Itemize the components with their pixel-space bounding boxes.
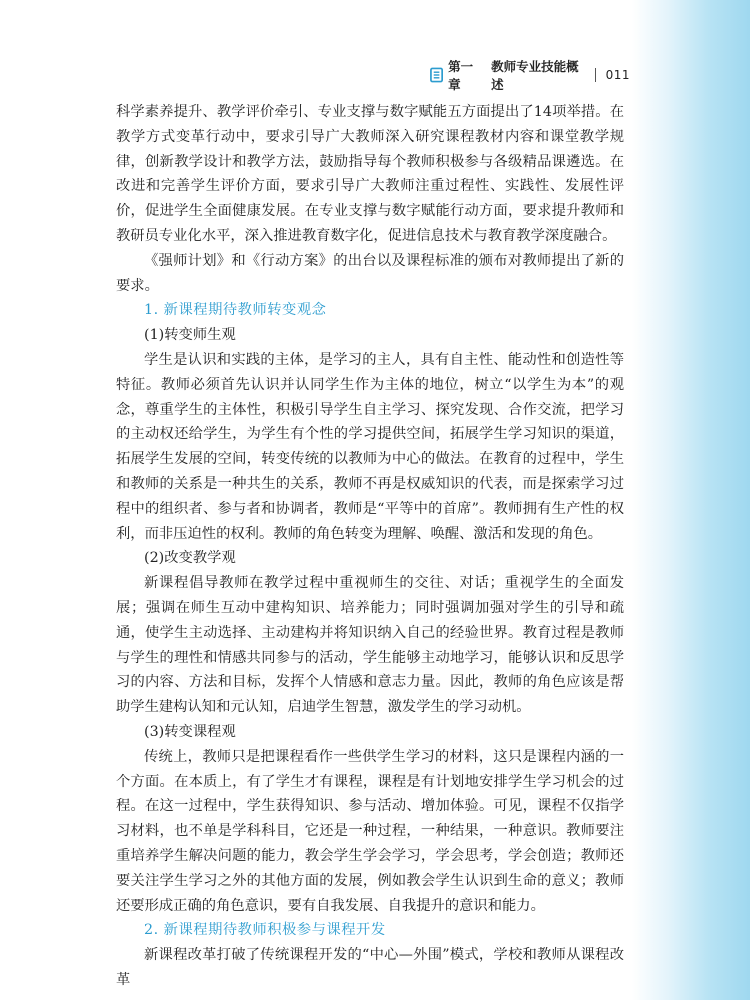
- section-heading: 1. 新课程期待教师转变观念: [144, 302, 327, 319]
- paragraph: 新课程倡导教师在教学过程中重视师生的交往、对话；重视学生的全面发展；强调在师生互动中建构知识、培养能力；同时强调加强对学生的引导和疏通，使学生主动选择、主动建构并将知识纳入自己的经验世界。教育过程是教师与学生的理性和情感共同参与的活动，学生能够主动地学习，能够认识和反思学习的内容、方法和目标，发挥个人情感和意志力量。因此，教师的角色应该是帮助学生建构认知和元认知，启迪学生智慧，激发学生的学习动机。: [116, 575, 624, 716]
- page-number: 011: [605, 68, 631, 82]
- running-header: [430, 59, 631, 92]
- section-heading: 2. 新课程期待教师积极参与课程开发: [144, 922, 386, 939]
- chapter-label: 第一章: [448, 59, 474, 92]
- side-decorative-band: [632, 0, 750, 1000]
- paragraph: 学生是认识和实践的主体，是学习的主人，具有自主性、能动性和创造性等特征。教师必须首先认识并认同学生作为主体的地位，树立“以学生为本”的观念，尊重学生的主体性，积极引导学生自主学习、探究发现、合作交流，把学习的主动权还给学生，为学生有个性的学习提供空间，拓展学生学习知识的渠道，拓展学生发展的空间，转变传统的以教师为中心的做法。在教育的过程中，学生和教师的关系是一种共生的关系，教师不再是权威知识的代表，而是探索学习过程中的组织者、参与者和协调者，教师是“平等中的首席”。教师拥有生产性的权利，而非压迫性的权利。教师的角色转变为理解、唤醒、激活和发现的角色。: [116, 351, 624, 542]
- subsection-heading: (1)转变师生观: [144, 327, 236, 344]
- subsection-heading: (2)改变教学观: [144, 550, 236, 567]
- paragraph: 《强师计划》和《行动方案》的出台以及课程标准的颁布对教师提出了新的要求。: [116, 252, 624, 294]
- page-body: [116, 100, 624, 993]
- book-icon: [430, 67, 443, 83]
- paragraph: 新课程改革打破了传统课程开发的“中心—外围”模式，学校和教师从课程改革: [116, 947, 624, 988]
- subsection-heading: (3)转变课程观: [144, 723, 236, 740]
- paragraph: 传统上，教师只是把课程看作一些供学生学习的材料，这只是课程内涵的一个方面。在本质上，有了学生才有课程，课程是有计划地安排学生学习机会的过程。在这一过程中，学生获得知识、参与活动、增加体验。可见，课程不仅指学习材料，也不单是学科科目，它还是一种过程，一种结果，一种意识。教师要注重培养学生解决问题的能力，教会学生学会学习，学会思考，学会创造；教师还要关注学生学习之外的其他方面的发展，例如教会学生认识到生命的意义；教师还要形成正确的角色意识，要有自我发展、自我提升的意识和能力。: [116, 748, 624, 914]
- paragraph: 科学素养提升、教学评价牵引、专业支撑与数字赋能五方面提出了14项举措。在教学方式变革行动中，要求引导广大教师深入研究课程教材内容和课堂教学规律，创新教学设计和教学方法，鼓励指导每个教师积极参与各级精品课遴选。在改进和完善学生评价方面，要求引导广大教师注重过程性、实践性、发展性评价，促进学生全面健康发展。在专业支撑与数字赋能行动方面，要求提升教师和教研员专业化水平，深入推进教育数字化，促进信息技术与教育教学深度融合。: [116, 104, 624, 244]
- chapter-title: 教师专业技能概述: [491, 59, 579, 92]
- header-divider: [595, 68, 596, 82]
